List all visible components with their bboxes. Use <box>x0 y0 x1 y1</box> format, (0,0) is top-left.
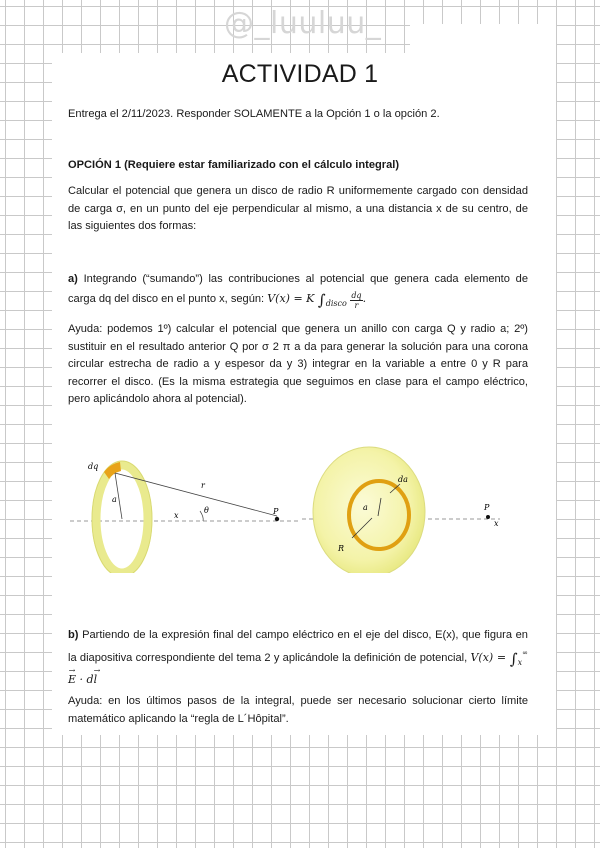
label-p-ring: P <box>273 507 279 516</box>
label-dq: dq <box>88 462 99 471</box>
label-R: R <box>338 544 345 553</box>
formula-b-l: → l <box>94 671 98 689</box>
page-title: ACTIVIDAD 1 <box>221 60 379 88</box>
part-b-label: b) <box>68 629 79 641</box>
formula-b-d: d <box>86 673 94 686</box>
formula-b-integral: ∫ <box>509 649 518 668</box>
part-a-statement <box>68 270 528 313</box>
figure <box>70 438 520 573</box>
formula-a-lhs: V(x) = K <box>267 292 315 305</box>
formula-b-field: → E <box>68 671 76 689</box>
label-p-disk: P <box>484 503 490 512</box>
watermark-cover <box>410 24 556 54</box>
watermark: @_luuluu_ <box>224 6 382 41</box>
label-r: r <box>201 481 205 490</box>
part-b-help: Ayuda: en los últimos pasos de la integral, puede ser necesario solucionar cierto límite matemático aplicando la “regla de L´Hôpital”. <box>68 695 528 725</box>
formula-a-numerator: dq <box>351 291 362 300</box>
r-line <box>115 473 277 516</box>
label-da: da <box>398 475 408 484</box>
part-a-text: Integrando (“sumando”) las contribuciones al potencial que genera cada elemento de carga dq del disco en el punto x, según: <box>68 273 528 305</box>
part-b-statement <box>68 627 528 690</box>
formula-a-integral: ∫ <box>317 291 326 309</box>
theta-arc <box>200 511 203 521</box>
disk-figure <box>302 447 500 573</box>
point-p <box>275 517 279 521</box>
formula-b-lhs: V(x) = <box>470 650 507 664</box>
formula-a-fraction <box>350 291 362 310</box>
part-a-label: a) <box>68 273 78 285</box>
intro-text: Entrega el 2/11/2023. Responder SOLAMENTE a la Opción 1 o la opción 2. <box>68 108 440 120</box>
formula-b-upper: ∞ <box>522 648 528 657</box>
label-a-ring: a <box>112 495 117 504</box>
part-b-text: Partiendo de la expresión final del campo eléctrico en el eje del disco, E(x), que figura en la diapositiva correspondiente del tema 2 y aplicándole la definición de potencial, <box>68 629 528 664</box>
ring-figure <box>70 461 300 573</box>
label-x-disk: x <box>494 519 499 528</box>
label-theta: θ <box>204 506 209 515</box>
formula-a-denominator: r <box>354 301 359 310</box>
label-x-ring: x <box>174 511 179 520</box>
option1-description: Calcular el potencial que genera un disco de radio R uniformemente cargado con densidad de carga σ, en un punto del eje perpendicular al mismo, a una distancia x de su centro, de las siguientes dos formas: <box>68 185 528 232</box>
formula-a-end: . <box>362 292 367 305</box>
option1-heading: OPCIÓN 1 (Requiere estar familiarizado con el cálculo integral) <box>68 159 400 171</box>
formula-b-lower: x <box>517 657 523 667</box>
label-a-disk: a <box>363 503 368 512</box>
formula-b-dot: · <box>79 673 84 686</box>
formula-a-subscript: disco <box>325 299 347 308</box>
point-p-disk <box>486 515 490 519</box>
part-a-help: Ayuda: podemos 1º) calcular el potencial que genera un anillo con carga Q y radio a; 2º) sustituir en el resultado anterior Q por σ 2 π a da para generar la solución para una corona circular estrecha de radio a y espesor da y 3) integrar en la variable a entre 0 y R para recorrer el disco. (Es la misma estrategia que seguimos en clase para el campo eléctrico, pero aplicándolo ahora al potencial). <box>68 323 528 405</box>
part-a-formula <box>267 291 367 310</box>
